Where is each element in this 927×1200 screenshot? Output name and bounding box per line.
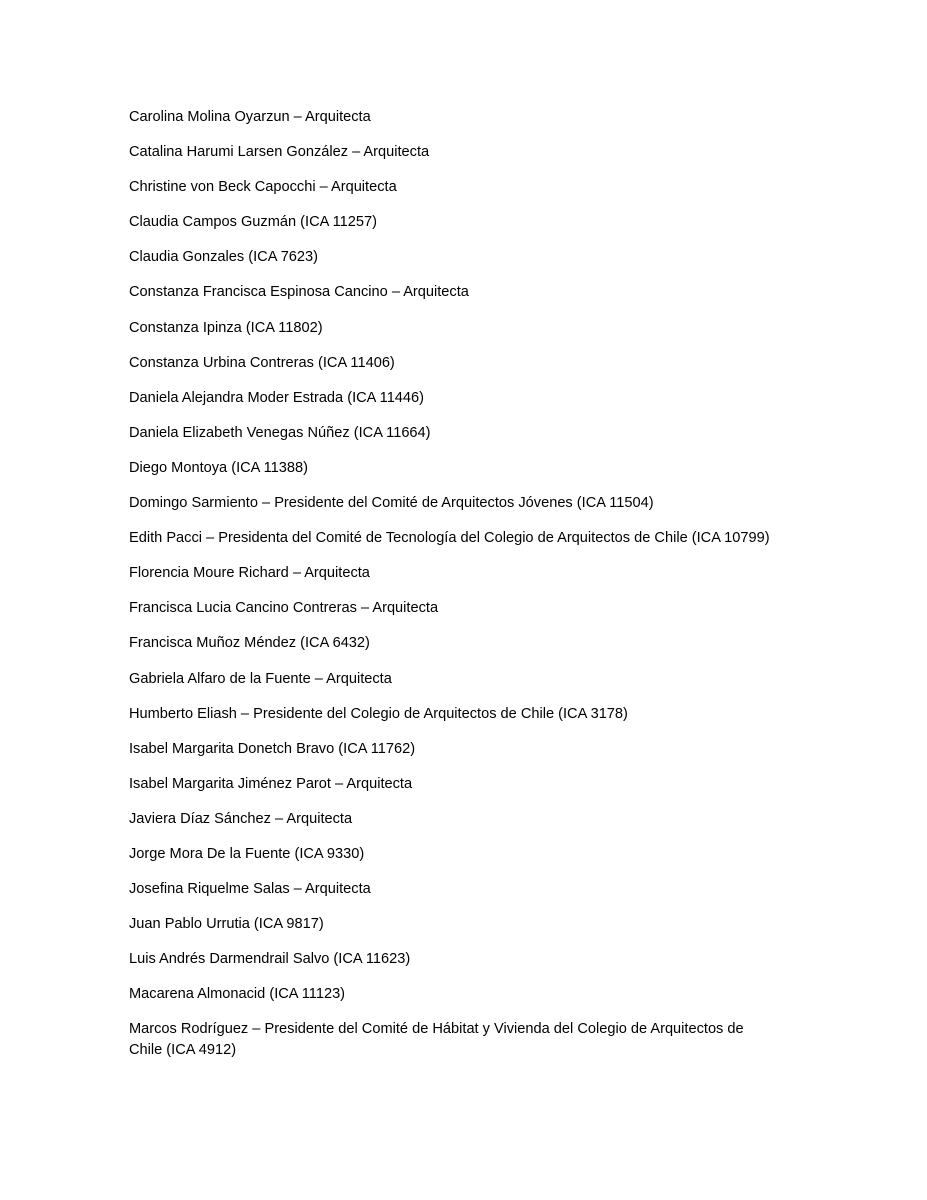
list-item: Christine von Beck Capocchi – Arquitecta [129,179,397,196]
list-item: Javiera Díaz Sánchez – Arquitecta [129,810,353,827]
list-item: Claudia Gonzales (ICA 7623) [129,249,319,266]
list-item: Catalina Harumi Larsen González – Arquitecta [129,144,430,161]
list-item: Constanza Urbina Contreras (ICA 11406) [129,354,395,371]
list-item: Josefina Riquelme Salas – Arquitecta [129,881,371,898]
list-item: Constanza Ipinza (ICA 11802) [129,319,323,336]
list-item: Isabel Margarita Jiménez Parot – Arquitecta [129,775,413,792]
list-item: Luis Andrés Darmendrail Salvo (ICA 11623) [129,951,411,968]
list-item: Francisca Lucia Cancino Contreras – Arquitecta [129,600,439,617]
list-item: Carolina Molina Oyarzun – Arquitecta [129,109,371,125]
list-item: Juan Pablo Urrutia (ICA 9817) [129,916,324,933]
list-item: Gabriela Alfaro de la Fuente – Arquitecta [129,670,392,687]
list-item: Edith Pacci – Presidenta del Comité de Tecnología del Colegio de Arquitectos de Chile (ICA 10799) [129,530,770,547]
list-item: Humberto Eliash – Presidente del Colegio de Arquitectos de Chile (ICA 3178) [129,705,628,722]
list-item: Florencia Moure Richard – Arquitecta [129,565,370,582]
list-item: Macarena Almonacid (ICA 11123) [129,986,346,1003]
list-item: Jorge Mora De la Fuente (ICA 9330) [129,845,365,862]
list-item: Isabel Margarita Donetch Bravo (ICA 11762) [129,740,416,757]
list-item: Daniela Elizabeth Venegas Núñez (ICA 11664) [129,424,431,441]
list-item: Francisca Muñoz Méndez (ICA 6432) [129,635,370,652]
list-item: Diego Montoya (ICA 11388) [129,459,309,476]
list-item: Constanza Francisca Espinosa Cancino – Arquitecta [129,284,469,301]
list-item: Daniela Alejandra Moder Estrada (ICA 11446) [129,389,425,406]
list-item: Claudia Campos Guzmán (ICA 11257) [129,214,377,231]
list-item: Domingo Sarmiento – Presidente del Comité de Arquitectos Jóvenes (ICA 11504) [129,495,654,512]
list-item: Marcos Rodríguez – Presidente del Comité de Hábitat y Vivienda del Colegio de Arquitectos de Chile (ICA 4912) [129,1021,744,1059]
signatories-list [129,107,809,1076]
